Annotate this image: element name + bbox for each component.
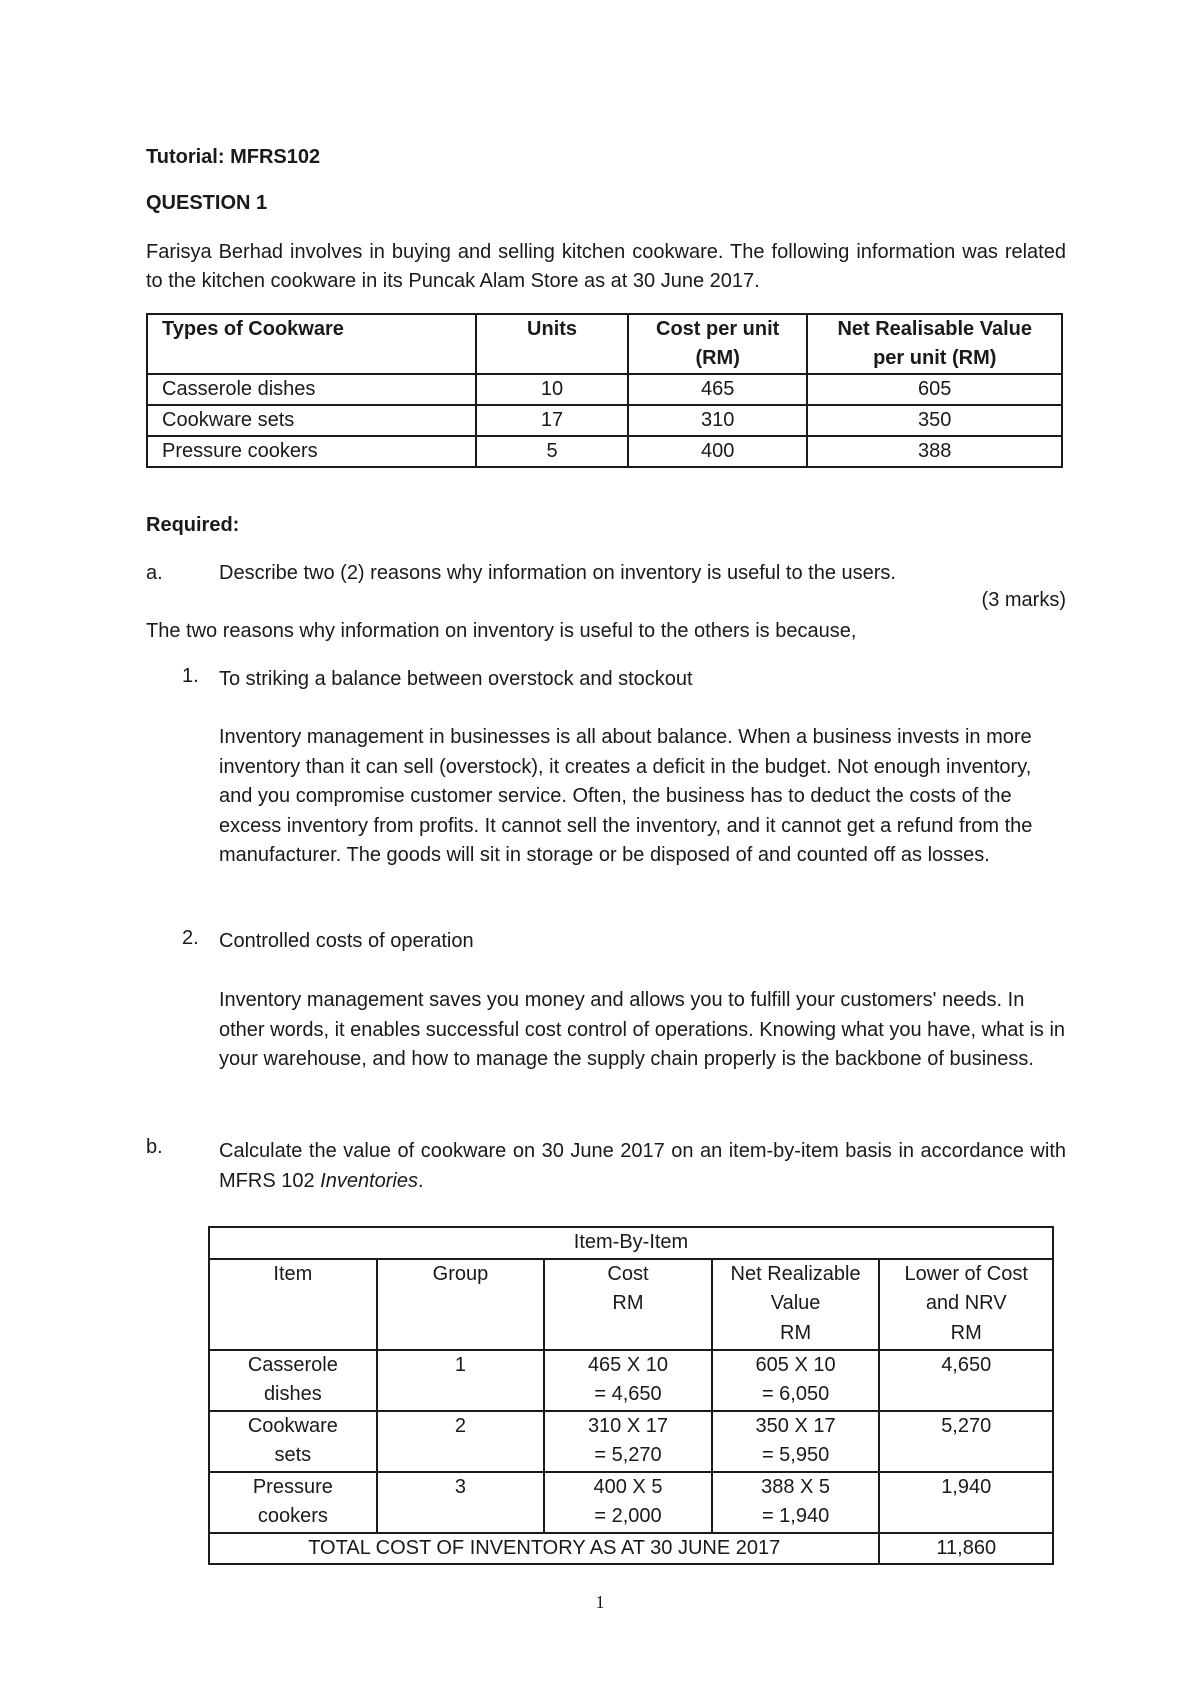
cost-cell (544, 1411, 712, 1472)
reason-title: Controlled costs of operation (219, 930, 474, 952)
table-cell: 605 (807, 374, 1062, 405)
question-b-text-italic: Inventories (320, 1170, 418, 1192)
lower-cell: 4,650 (879, 1350, 1053, 1411)
item-cell (209, 1472, 377, 1533)
item-by-item-table (208, 1226, 1054, 1565)
header-line: RM (612, 1292, 644, 1314)
header-cell: Cost per unit (RM) (628, 314, 808, 374)
nrv-cell (712, 1350, 880, 1411)
table-cell: 388 (807, 436, 1062, 467)
reason-body: Inventory management saves you money and allows you to fulfill your customers' needs. In other words, it enables successful cost control of operations. Knowing what you have, what is in your warehouse, and how to manage the supply chain properly is the backbone of business. (219, 989, 1066, 1070)
group-cell: 3 (377, 1472, 545, 1533)
table-cell: Casserole dishes (147, 374, 476, 405)
question-a-label: a. (146, 562, 163, 584)
question-title: QUESTION 1 (146, 192, 268, 214)
cell-line: 605 X 10 (755, 1353, 836, 1376)
cell-line: Pressure (252, 1475, 333, 1498)
cookware-table (146, 313, 1063, 468)
table-row (147, 436, 1062, 467)
header-cell (209, 1259, 377, 1350)
header-line: RM (780, 1321, 812, 1344)
header-cell: Types of Cookware (147, 314, 476, 374)
header-cell (377, 1259, 545, 1350)
header-line: Lower of Cost (904, 1262, 1028, 1285)
total-label: TOTAL COST OF INVENTORY AS AT 30 JUNE 2017 (209, 1533, 879, 1565)
cell-line: Casserole (247, 1353, 338, 1376)
cell-line: = 5,950 (761, 1444, 830, 1466)
marks-label: (3 marks) (981, 589, 1066, 611)
header-line: Net Realizable (730, 1262, 861, 1285)
cell-line: 388 X 5 (761, 1475, 831, 1498)
page-number: 1 (595, 1592, 605, 1612)
header-line: Group (432, 1262, 489, 1285)
header-line: Cost (607, 1262, 649, 1285)
total-value: 11,860 (879, 1533, 1053, 1565)
question-a-text: Describe two (2) reasons why information on inventory is useful to the users. (219, 562, 896, 584)
cell-line: 465 X 10 (587, 1353, 669, 1376)
nrv-cell (712, 1472, 880, 1533)
cell-line: 400 X 5 (593, 1475, 663, 1498)
header-cell (879, 1259, 1053, 1350)
header-line: Item (273, 1262, 313, 1285)
question-b-label: b. (146, 1136, 163, 1158)
table-cell: 400 (628, 436, 808, 467)
cell-line: sets (274, 1444, 312, 1466)
cost-cell (544, 1472, 712, 1533)
reason-body: Inventory management in businesses is all about balance. When a business invests in more inventory than it can sell (overstock), it creates a deficit in the budget. Not enough inventory, and you compromise customer service. Often, the business has to deduct the costs of the excess inventory from profits. It cannot sell the inventory, and it cannot get a refund from the manufacturer. The goods will sit in storage or be disposed of and counted off as losses. (219, 726, 1033, 866)
cost-cell (544, 1350, 712, 1411)
cell-line: = 1,940 (761, 1505, 830, 1527)
reason-number: 2. (182, 927, 199, 949)
item-cell (209, 1350, 377, 1411)
lower-cell: 5,270 (879, 1411, 1053, 1472)
cell-line: = 5,270 (594, 1444, 662, 1466)
cell-line: Cookware (247, 1414, 338, 1437)
intro-paragraph: Farisya Berhad involves in buying and selling kitchen cookware. The following information was related to the kitchen cookware in its Puncak Alam Store as at 30 June 2017. (146, 241, 1066, 292)
table-cell: 310 (628, 405, 808, 436)
header-line: and NRV (925, 1292, 1007, 1314)
header-cell: Units (476, 314, 628, 374)
table-cell: 350 (807, 405, 1062, 436)
lower-cell: 1,940 (879, 1472, 1053, 1533)
item-cell (209, 1411, 377, 1472)
tutorial-title: Tutorial: MFRS102 (146, 146, 321, 168)
table-cell: 465 (628, 374, 808, 405)
cell-line: dishes (263, 1383, 322, 1405)
header-cell (712, 1259, 880, 1350)
table-cell: 10 (476, 374, 628, 405)
reason-title: To striking a balance between overstock and stockout (219, 668, 693, 690)
nrv-cell (712, 1411, 880, 1472)
table-row (209, 1411, 1053, 1472)
header-cell (544, 1259, 712, 1350)
reason-number: 1. (182, 665, 199, 687)
table-cell: 5 (476, 436, 628, 467)
table-header-row (147, 314, 1062, 374)
cell-line: = 4,650 (594, 1383, 662, 1405)
cell-line: 350 X 17 (755, 1414, 836, 1437)
cell-line: cookers (257, 1505, 328, 1527)
group-cell: 2 (377, 1411, 545, 1472)
table-cell: Cookware sets (147, 405, 476, 436)
table-caption-row (209, 1227, 1053, 1259)
table-row (209, 1472, 1053, 1533)
question-b-text-main: Calculate the value of cookware on 30 June 2017 on an item-by-item basis in accordance with MFRS 102 (219, 1140, 1066, 1192)
header-line: Value (770, 1292, 821, 1314)
header-cell: Net Realisable Value per unit (RM) (807, 314, 1062, 374)
question-b-text (219, 1136, 1066, 1196)
question-b-text-end: . (418, 1170, 424, 1192)
group-cell: 1 (377, 1350, 545, 1411)
cell-line: = 2,000 (594, 1505, 662, 1527)
table-caption: Item-By-Item (209, 1227, 1053, 1259)
required-heading: Required: (146, 514, 240, 536)
header-line: RM (950, 1321, 982, 1344)
cell-line: = 6,050 (761, 1383, 830, 1405)
answer-lead: The two reasons why information on inventory is useful to the others is because, (146, 620, 857, 642)
table-cell: 17 (476, 405, 628, 436)
total-row (209, 1533, 1053, 1565)
table-header-row (209, 1259, 1053, 1350)
table-row (147, 374, 1062, 405)
table-row (147, 405, 1062, 436)
table-row (209, 1350, 1053, 1411)
table-cell: Pressure cookers (147, 436, 476, 467)
cell-line: 310 X 17 (587, 1414, 669, 1437)
